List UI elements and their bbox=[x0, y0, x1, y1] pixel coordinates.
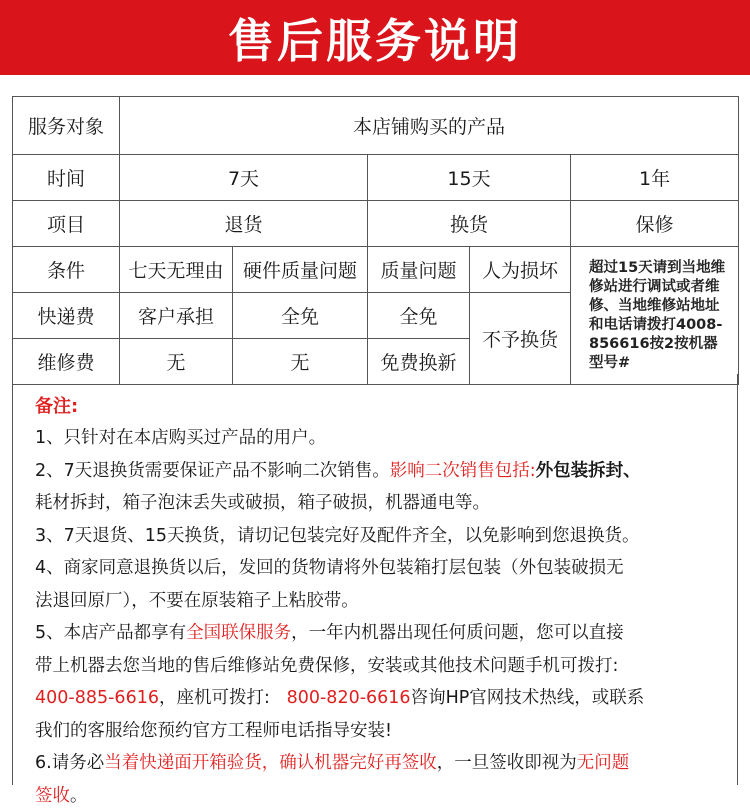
condition-hardware-quality: 硬件质量问题 bbox=[233, 247, 368, 293]
note-6-end: 。 bbox=[70, 786, 88, 806]
notes-title: 备注: bbox=[35, 392, 737, 422]
note-6-highlight: 当着快递面开箱验货，确认机器完好再签收 bbox=[104, 753, 437, 773]
repair-exchange: 免费换新 bbox=[368, 339, 470, 385]
note-6-text: 6.请务必 bbox=[35, 753, 104, 773]
service-table bbox=[12, 96, 738, 385]
shipping-hardware: 全免 bbox=[233, 293, 368, 339]
table-row bbox=[13, 155, 739, 201]
note-2-cont: 耗材拆封，箱子泡沫丢失或破损，箱子破损，机器通电等。 bbox=[35, 487, 737, 520]
row-label-shipping: 快递费 bbox=[13, 293, 120, 339]
note-1: 1、只针对在本店购买过产品的用户。 bbox=[35, 422, 737, 455]
note-5-phones bbox=[35, 682, 737, 715]
note-6-highlight-2: 无问题 bbox=[577, 753, 630, 773]
note-6-cont bbox=[35, 780, 737, 812]
row-label-object: 服务对象 bbox=[13, 97, 120, 155]
mobile-hotline: 400-885-6616 bbox=[35, 688, 159, 708]
time-warranty: 1年 bbox=[571, 155, 739, 201]
note-5 bbox=[35, 617, 737, 650]
header-banner bbox=[0, 0, 750, 75]
no-exchange: 不予换货 bbox=[470, 293, 571, 385]
item-warranty: 保修 bbox=[571, 201, 739, 247]
note-2-text: 2、7天退换货需要保证产品不影响二次销售。 bbox=[35, 461, 390, 481]
shipping-exchange: 全免 bbox=[368, 293, 470, 339]
note-6-highlight-3: 签收 bbox=[35, 786, 70, 806]
note-6 bbox=[35, 747, 737, 780]
row-label-repair: 维修费 bbox=[13, 339, 120, 385]
note-5-highlight: 全国联保服务 bbox=[186, 623, 291, 643]
service-object-value: 本店铺购买的产品 bbox=[120, 97, 739, 155]
table-row bbox=[13, 247, 739, 293]
note-4: 4、商家同意退换货以后，发回的货物请将外包装箱打层包装（外包装破损无 bbox=[35, 552, 737, 585]
notes-section bbox=[12, 374, 738, 785]
note-2 bbox=[35, 455, 737, 488]
time-return: 7天 bbox=[120, 155, 368, 201]
note-5-end: 我们的客服给您预约官方工程师电话指导安装! bbox=[35, 715, 737, 748]
note-4-cont: 法退回原厂），不要在原装箱子上粘胶带。 bbox=[35, 585, 737, 618]
time-exchange: 15天 bbox=[368, 155, 571, 201]
repair-return: 无 bbox=[120, 339, 233, 385]
note-5-cont: 带上机器去您当地的售后维修站免费保修，安装或其他技术问题手机可拨打: bbox=[35, 650, 737, 683]
condition-quality: 质量问题 bbox=[368, 247, 470, 293]
hotline-text: 咨询HP官网技术热线，或联系 bbox=[411, 688, 645, 708]
note-3: 3、7天退货、15天换货，请切记包装完好及配件齐全，以免影响到您退换货。 bbox=[35, 520, 737, 553]
landline-label: ，座机可拨打: bbox=[159, 688, 270, 708]
condition-no-reason: 七天无理由 bbox=[120, 247, 233, 293]
item-exchange: 换货 bbox=[368, 201, 571, 247]
repair-hardware: 无 bbox=[233, 339, 368, 385]
note-2-highlight: 影响二次销售包括: bbox=[390, 461, 536, 481]
row-label-time: 时间 bbox=[13, 155, 120, 201]
item-return: 退货 bbox=[120, 201, 368, 247]
landline-hotline: 800-820-6616 bbox=[287, 688, 411, 708]
table-row bbox=[13, 201, 739, 247]
warranty-note: 超过15天请到当地维修站进行调试或者维修、当地维修站地址和电话请拨打4008-856616按2按机器型号# bbox=[571, 247, 739, 385]
shipping-return: 客户承担 bbox=[120, 293, 233, 339]
note-5-text: 5、本店产品都享有 bbox=[35, 623, 186, 643]
note-2-item: 外包装拆封、 bbox=[536, 461, 641, 481]
table-row bbox=[13, 97, 739, 155]
row-label-condition: 条件 bbox=[13, 247, 120, 293]
page-title: 售后服务说明 bbox=[228, 5, 522, 71]
condition-human-damage: 人为损坏 bbox=[470, 247, 571, 293]
note-6-text-2: ，一旦签收即视为 bbox=[437, 753, 577, 773]
row-label-item: 项目 bbox=[13, 201, 120, 247]
note-5-text-2: ，一年内机器出现任何质问题，您可以直接 bbox=[291, 623, 624, 643]
